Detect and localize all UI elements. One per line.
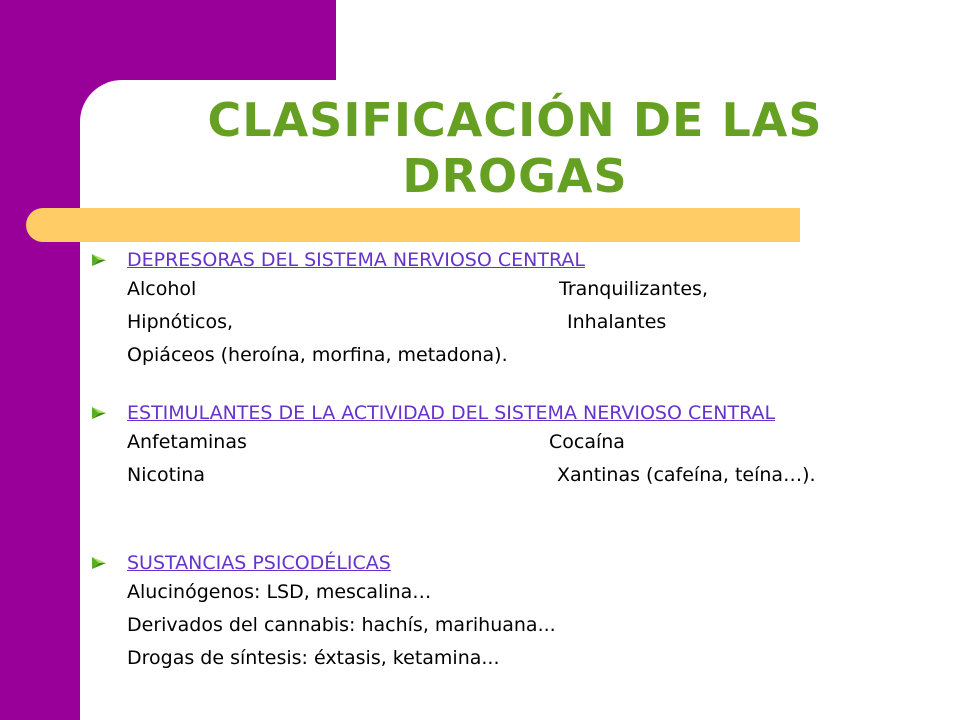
title-accent-bar [26, 208, 800, 242]
item-label: Alucinógenos: LSD, mescalina… [127, 581, 432, 603]
list-item [127, 576, 910, 609]
section-depresoras [90, 248, 910, 372]
item-label: Xantinas (cafeína, teína…). [557, 464, 816, 486]
item-label: Opiáceos (heroína, morfina, metadona). [127, 344, 508, 366]
list-item [127, 609, 910, 642]
item-label: Hipnóticos, [127, 311, 234, 333]
item-label: Nicotina [127, 464, 205, 486]
section-heading: SUSTANCIAS PSICODÉLICAS [127, 552, 391, 574]
slide-title: CLASIFICACIÓN DE LAS DROGAS [207, 93, 823, 203]
item-label: Cocaína [549, 431, 625, 453]
section-heading: DEPRESORAS DEL SISTEMA NERVIOSO CENTRAL [127, 249, 585, 271]
item-label: Derivados del cannabis: hachís, marihuana... [127, 614, 556, 636]
list-item [127, 642, 910, 675]
item-label: Inhalantes [567, 311, 667, 333]
section-psicodelicas [90, 551, 910, 675]
item-label: Anfetaminas [127, 431, 247, 453]
list-item [127, 339, 910, 372]
arrow-right-icon [90, 251, 108, 269]
arrow-right-icon [90, 404, 108, 422]
list-item [127, 426, 910, 459]
section-estimulantes [90, 401, 910, 492]
arrow-right-icon [90, 554, 108, 572]
item-label: Drogas de síntesis: éxtasis, ketamina... [127, 647, 500, 669]
section-heading: ESTIMULANTES DE LA ACTIVIDAD DEL SISTEMA NERVIOSO CENTRAL [127, 402, 776, 424]
item-label: Alcohol [127, 278, 197, 300]
list-item [127, 306, 910, 339]
list-item [127, 459, 910, 492]
item-label: Tranquilizantes, [559, 278, 708, 300]
list-item [127, 273, 910, 306]
